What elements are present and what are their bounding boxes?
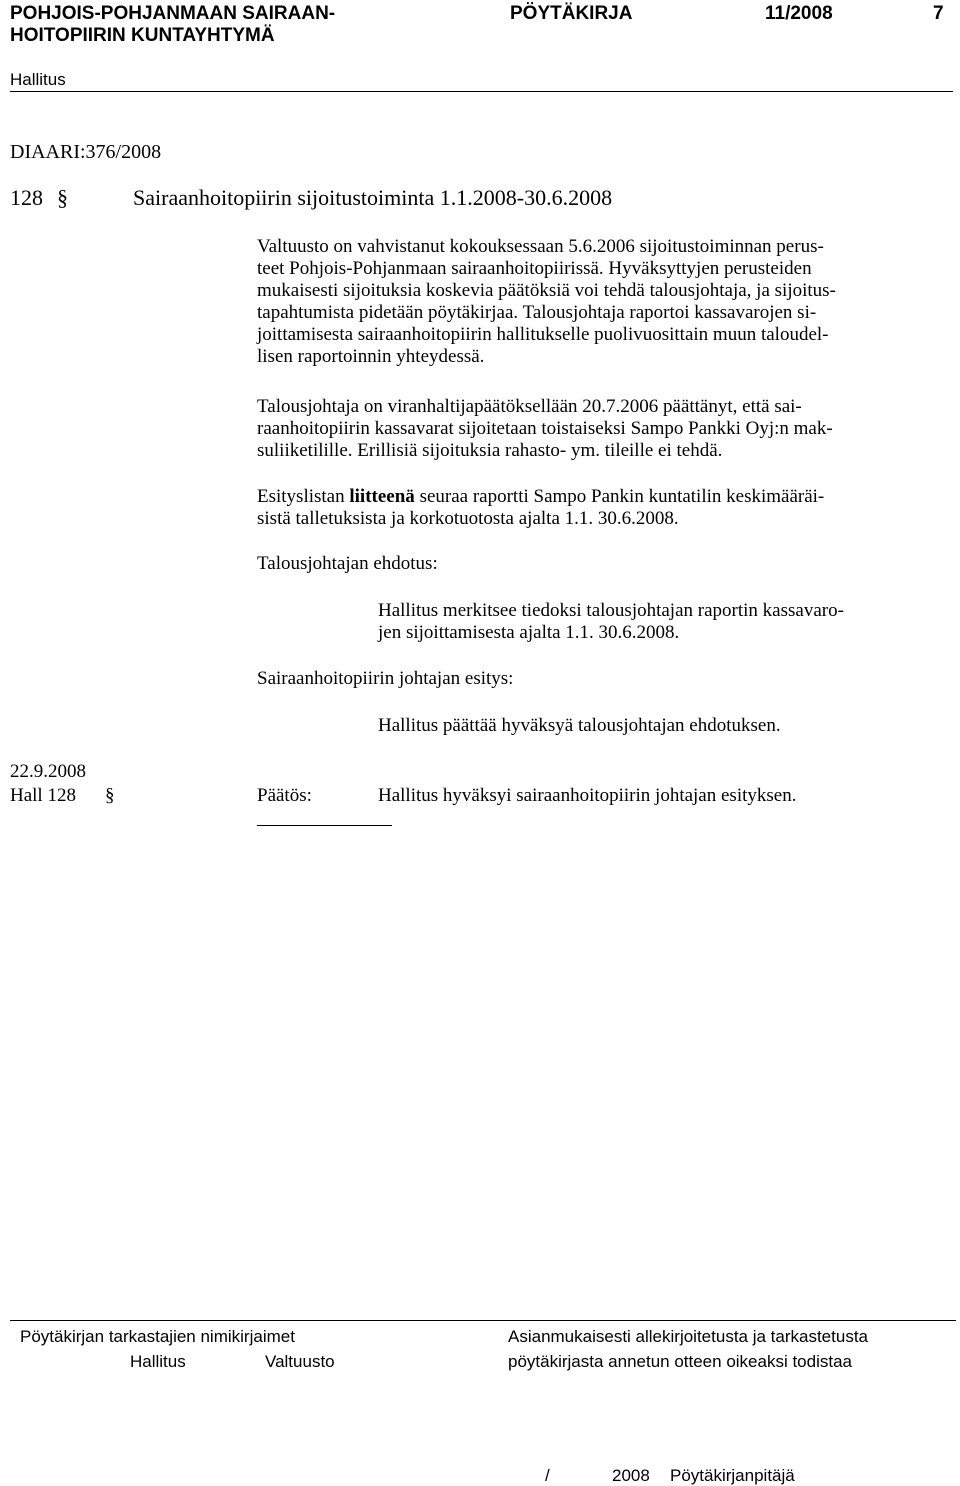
section-number: 128 <box>10 185 43 210</box>
text-line: Hallitus merkitsee tiedoksi talousjohtajan raportin kassavaro- <box>378 600 844 621</box>
section-title: Sairaanhoitopiirin sijoitustoiminta 1.1.2008-30.6.2008 <box>133 185 613 210</box>
document-type: PÖYTÄKIRJA <box>510 3 633 24</box>
text-line: lisen raportoinnin yhteydessä. <box>257 346 485 367</box>
proposal-label: Talousjohtajan ehdotus: <box>257 553 438 574</box>
text-line: raanhoitopiirin kassavarat sijoitetaan toistaiseksi Sampo Pankki Oyj:n mak- <box>257 418 833 439</box>
text-line: jen sijoittamisesta ajalta 1.1. 30.6.2008. <box>378 622 680 643</box>
footer-rule <box>10 1320 956 1321</box>
text-line: tapahtumista pidetään pöytäkirjaa. Talousjohtaja raportoi kassavarojen si- <box>257 302 817 323</box>
text-line: Talousjohtaja on viranhaltijapäätöksellään 20.7.2006 päättänyt, että sai- <box>257 396 802 417</box>
decision-section-symbol: § <box>105 785 115 806</box>
footer-inspector-hallitus: Hallitus <box>130 1352 186 1371</box>
text-line: suliiketilille. Erillisiä sijoituksia rahasto- ym. tileille ei tehdä. <box>257 440 723 461</box>
footer-inspectors-title: Pöytäkirjan tarkastajien nimikirjaimet <box>20 1327 295 1346</box>
organization-name-line2: HOITOPIIRIN KUNTAYHTYMÄ <box>10 25 275 46</box>
decision-text: Hallitus hyväksyi sairaanhoitopiirin johtajan esityksen. <box>378 785 797 806</box>
paragraph-decision-history <box>257 396 833 462</box>
director-proposal-label: Sairaanhoitopiirin johtajan esitys: <box>257 668 514 689</box>
text-line: mukaisesti sijoituksia koskevia päätöksiä voi tehdä talousjohtaja, ja sijoitus- <box>257 280 836 301</box>
text-line: joittamisesta sairaanhoitopiirin hallitukselle puolivuosittain muun taloudel- <box>257 324 829 345</box>
section-symbol: § <box>57 185 68 210</box>
decision-date: 22.9.2008 <box>10 761 86 782</box>
paragraph-attachment <box>257 486 824 530</box>
paragraph-background <box>257 236 836 368</box>
decision-reference: Hall 128 <box>10 785 76 806</box>
proposal-text <box>378 600 844 644</box>
footer-certification-line2: pöytäkirjasta annetun otteen oikeaksi todistaa <box>508 1352 853 1371</box>
text-line: teet Pohjois-Pohjanmaan sairaanhoitopiirissä. Hyväksyttyjen perusteiden <box>257 258 812 279</box>
footer-signature-slash: / <box>545 1466 550 1485</box>
organization-name-line1: POHJOIS-POHJANMAAN SAIRAAN- <box>10 3 336 24</box>
header-rule <box>10 91 953 92</box>
text-line: Esityslistan liitteenä seuraa raportti Sampo Pankin kuntatilin keskimääräi- <box>257 486 825 507</box>
footer-certification-line1: Asianmukaisesti allekirjoitetusta ja tarkastetusta <box>508 1327 868 1346</box>
footer-signature-year: 2008 <box>612 1466 650 1485</box>
diaari-number: DIAARI:376/2008 <box>10 141 162 163</box>
decision-label: Päätös: <box>257 785 312 806</box>
attachment-word: liitteenä <box>349 486 415 507</box>
director-proposal-text: Hallitus päättää hyväksyä talousjohtajan ehdotuksen. <box>378 715 781 736</box>
page-number: 7 <box>933 3 944 24</box>
decision-end-rule <box>257 825 392 826</box>
text-line: sistä talletuksista ja korkotuotosta ajalta 1.1. 30.6.2008. <box>257 508 679 529</box>
footer-inspector-valtuusto: Valtuusto <box>265 1352 335 1371</box>
body-name: Hallitus <box>10 70 66 89</box>
footer-signature-label: Pöytäkirjanpitäjä <box>670 1466 795 1485</box>
text-line: Valtuusto on vahvistanut kokouksessaan 5.6.2006 sijoitustoiminnan perus- <box>257 236 824 257</box>
document-number: 11/2008 <box>765 3 833 24</box>
